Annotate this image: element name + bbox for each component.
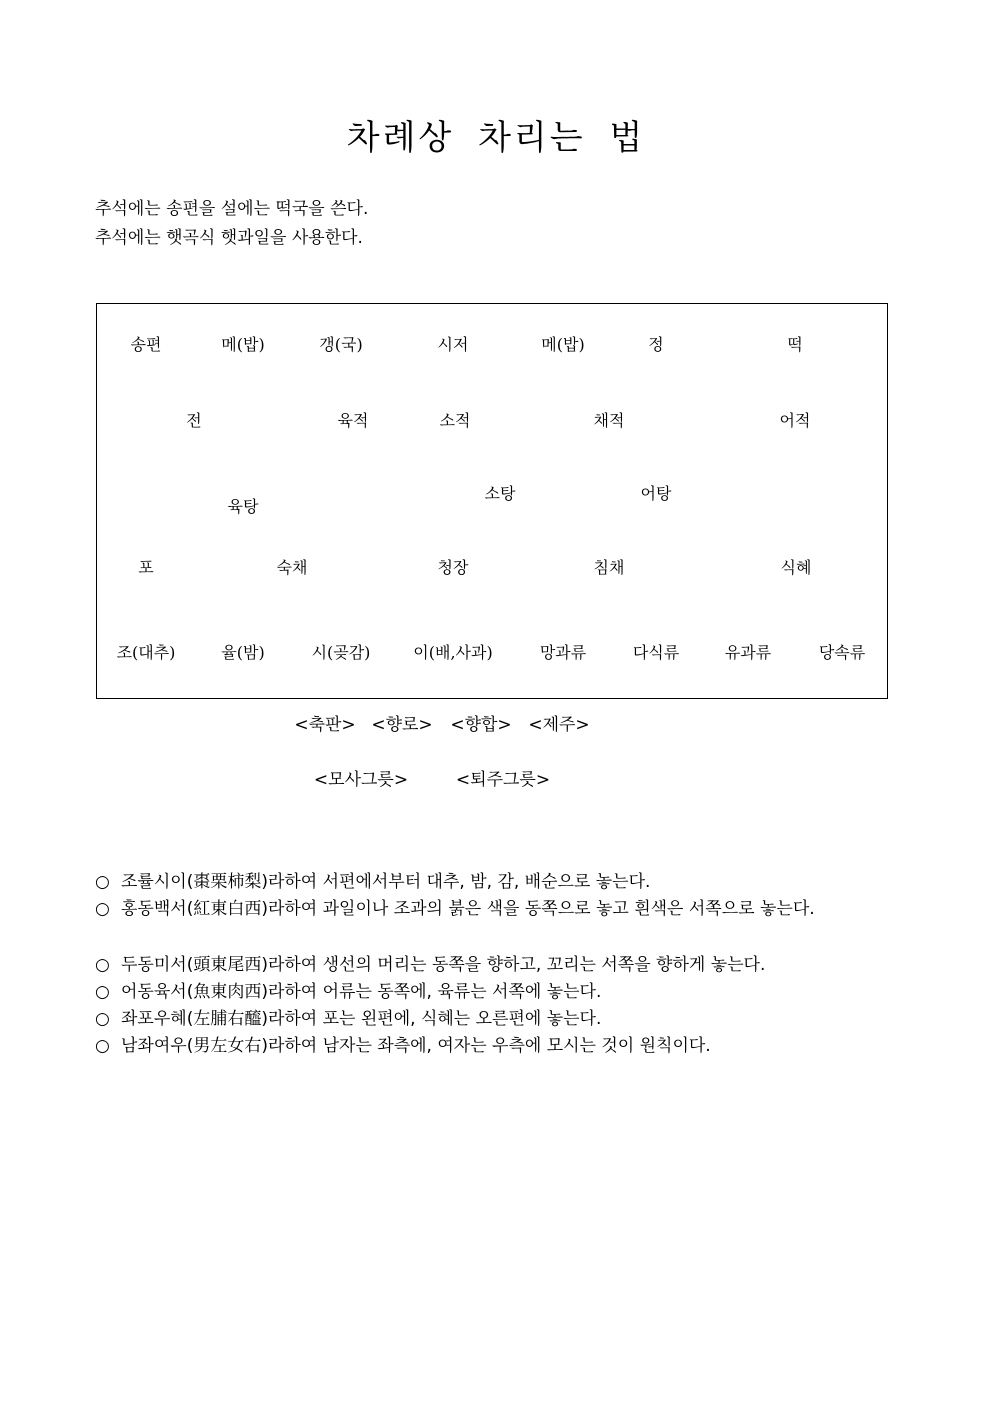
rule-text: 남좌여우(男左女右)라하여 남자는 좌측에, 여자는 우측에 모시는 것이 원칙이다. <box>121 1036 711 1056</box>
ritual-vessel-label: <향로> <box>371 715 433 735</box>
intro-line: 추석에는 햇곡식 햇과일을 사용한다. <box>95 228 363 248</box>
table-cell: 조(대추) <box>116 643 176 662</box>
rule-text: 조률시이(棗栗柿梨)라하여 서편에서부터 대추, 밤, 감, 배순으로 놓는다. <box>121 872 651 892</box>
table-cell: 시(곶감) <box>311 643 371 662</box>
intro-line: 추석에는 송편을 설에는 떡국을 쓴다. <box>95 199 369 219</box>
table-cell: 육적 <box>337 411 369 430</box>
circle-bullet-icon: ○ <box>95 1009 110 1029</box>
table-cell: 다식류 <box>632 643 680 662</box>
circle-bullet-icon: ○ <box>95 899 110 919</box>
circle-bullet-icon: ○ <box>95 1036 110 1056</box>
table-cell: 송편 <box>130 335 162 354</box>
rule-item <box>95 1033 885 1059</box>
table-cell: 이(배,사과) <box>413 643 493 662</box>
table-cell: 소탕 <box>484 484 516 503</box>
page-title: 차례상 차리는 법 <box>346 118 646 158</box>
table-cell: 소적 <box>439 411 471 430</box>
ritual-vessel-label: <축판> <box>294 715 356 735</box>
table-cell: 율(밤) <box>221 643 265 662</box>
ritual-vessel-label: <향합> <box>450 715 512 735</box>
table-cell: 유과류 <box>724 643 772 662</box>
table-cell: 어탕 <box>640 484 672 503</box>
table-cell: 어적 <box>779 411 811 430</box>
table-cell: 육탕 <box>227 497 259 516</box>
rule-item <box>95 896 885 922</box>
rule-item <box>95 1006 885 1032</box>
table-cell: 메(밥) <box>541 335 585 354</box>
rule-item <box>95 979 885 1005</box>
table-cell: 전 <box>186 411 202 430</box>
table-cell: 떡 <box>787 335 803 354</box>
table-cell: 청장 <box>437 558 469 577</box>
ritual-vessel-label: <모사그릇> <box>313 770 409 790</box>
table-cell: 포 <box>138 558 154 577</box>
table-cell: 갱(국) <box>319 335 363 354</box>
rule-text: 어동육서(魚東肉西)라하여 어류는 동쪽에, 육류는 서쪽에 놓는다. <box>121 982 602 1002</box>
table-cell: 숙채 <box>276 558 308 577</box>
table-cell: 침채 <box>593 558 625 577</box>
table-cell: 정 <box>648 335 664 354</box>
circle-bullet-icon: ○ <box>95 955 110 975</box>
table-cell: 당속류 <box>818 643 866 662</box>
table-cell: 식혜 <box>780 558 812 577</box>
table-cell: 망과류 <box>539 643 587 662</box>
ritual-vessel-label: <퇴주그릇> <box>455 770 551 790</box>
ritual-vessel-label: <제주> <box>528 715 590 735</box>
rule-item <box>95 869 885 895</box>
rule-text: 좌포우혜(左脯右醯)라하여 포는 왼편에, 식혜는 오른편에 놓는다. <box>121 1009 602 1029</box>
table-cell: 채적 <box>593 411 625 430</box>
circle-bullet-icon: ○ <box>95 872 110 892</box>
table-cell: 시저 <box>437 335 469 354</box>
rule-item <box>95 952 885 978</box>
table-cell: 메(밥) <box>221 335 265 354</box>
rule-text: 두동미서(頭東尾西)라하여 생선의 머리는 동쪽을 향하고, 꼬리는 서쪽을 향하게 놓는다. <box>121 955 766 975</box>
circle-bullet-icon: ○ <box>95 982 110 1002</box>
rule-text: 홍동백서(紅東白西)라하여 과일이나 조과의 붉은 색을 동쪽으로 놓고 흰색은 서쪽으로 놓는다. <box>121 899 815 919</box>
